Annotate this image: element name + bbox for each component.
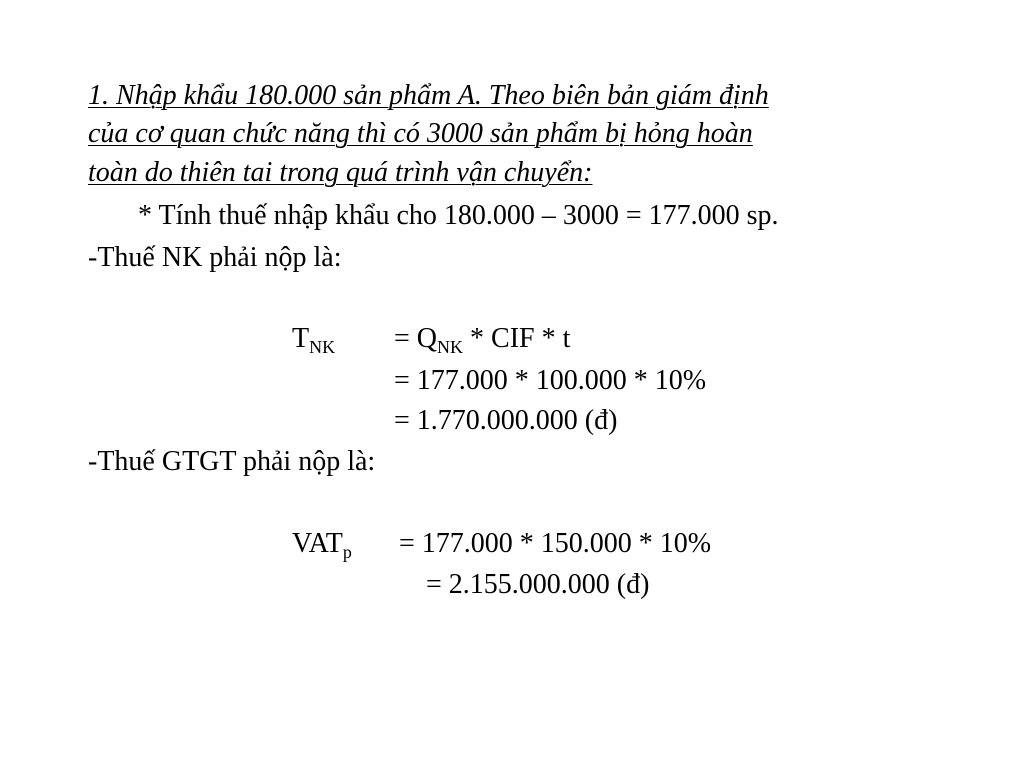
calculation-note: * Tính thuế nhập khẩu cho 180.000 – 3000 = 177.000 sp. xyxy=(138,200,779,231)
vat-symbol xyxy=(292,528,352,562)
vat-symbol-text: VAT xyxy=(292,528,343,559)
problem-heading-line-1: 1. Nhập khẩu 180.000 sản phẩm A. Theo biên bản giám định xyxy=(88,80,769,111)
problem-heading-line-3: toàn do thiên tai trong quá trình vận chuyển: xyxy=(88,157,593,188)
vat-substitution: = 177.000 * 150.000 * 10% xyxy=(399,528,712,559)
import-tax-symbol xyxy=(292,323,335,357)
vat-label: -Thuế GTGT phải nộp là: xyxy=(88,446,376,477)
vat-result: = 2.155.000.000 (đ) xyxy=(426,569,650,600)
import-tax-label: -Thuế NK phải nộp là: xyxy=(88,242,342,273)
vat-symbol-subscript: p xyxy=(342,542,352,562)
import-tax-formula-suffix: * CIF * t xyxy=(463,323,571,354)
import-tax-formula-subscript: NK xyxy=(437,337,464,357)
import-tax-formula-prefix: = Q xyxy=(394,323,438,354)
import-tax-symbol-text: T xyxy=(292,323,310,354)
import-tax-formula xyxy=(394,323,570,357)
problem-heading-line-2: của cơ quan chức năng thì có 3000 sản phẩm bị hỏng hoàn xyxy=(88,118,753,149)
import-tax-result: = 1.770.000.000 (đ) xyxy=(394,405,618,436)
import-tax-substitution: = 177.000 * 100.000 * 10% xyxy=(394,365,707,396)
import-tax-symbol-subscript: NK xyxy=(309,337,336,357)
